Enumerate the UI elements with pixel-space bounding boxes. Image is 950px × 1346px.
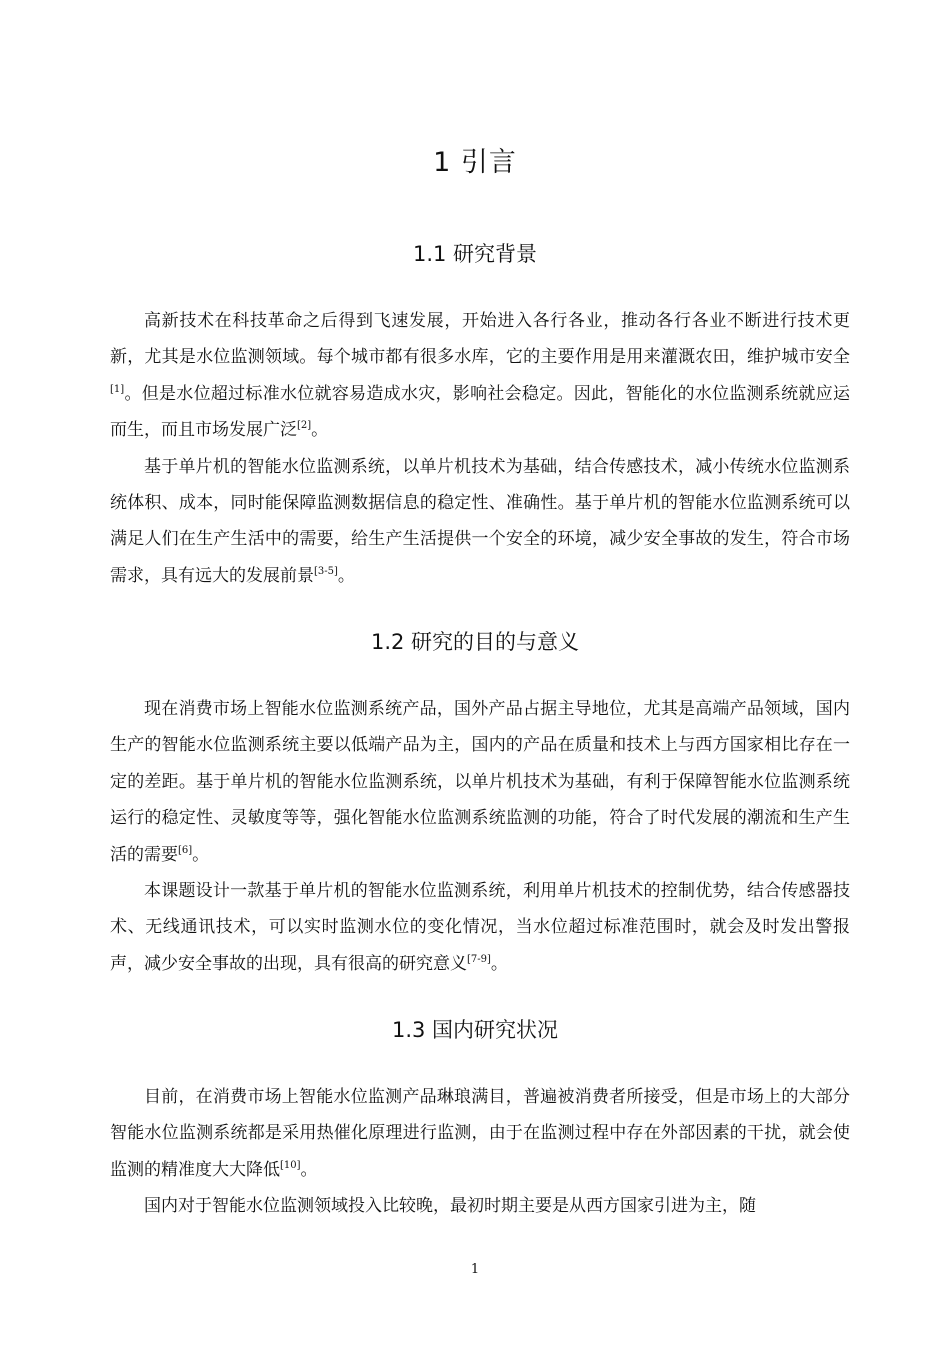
paragraph-text: 。但是水位超过标准水位就容易造成水灾，影响社会稳定。因此，智能化的水位监测系统就应运而生，而且市场发展广泛 [110, 383, 850, 441]
section-heading-1-3: 1.3 国内研究状况 [391, 1018, 559, 1042]
paragraph-text: 目前，在消费市场上智能水位监测产品琳琅满目，普遍被消费者所接受，但是市场上的大部分智能水位监测系统都是采用热催化原理进行监测，由于在监测过程中存在外部因素的干扰，就会使监测的精准度大大降低 [110, 1087, 850, 1180]
citation-reference: [6] [178, 844, 193, 856]
paragraph-text: 国内对于智能水位监测领域投入比较晚，最初时期主要是从西方国家引进为主，随 [144, 1196, 756, 1217]
paragraph [110, 691, 850, 873]
citation-reference: [3-5] [314, 565, 338, 577]
paragraph [110, 449, 850, 595]
citation-reference: [7-9] [467, 953, 491, 965]
paragraph-text: 本课题设计一款基于单片机的智能水位监测系统，利用单片机技术的控制优势，结合传感器技术、无线通讯技术，可以实时监测水位的变化情况，当水位超过标准范围时，就会及时发出警报声，减少安全事故的出现，具有很高的研究意义 [110, 881, 850, 974]
paragraph-text: 高新技术在科技革命之后得到飞速发展，开始进入各行各业，推动各行各业不断进行技术更新，尤其是水位监测领域。每个城市都有很多水库，它的主要作用是用来灌溉农田，维护城市安全 [110, 311, 850, 368]
page-number: 1 [470, 1262, 480, 1277]
paragraph-text: 现在消费市场上智能水位监测系统产品，国外产品占据主导地位，尤其是高端产品领域，国内生产的智能水位监测系统主要以低端产品为主，国内的产品在质量和技术上与西方国家相比存在一定的差距。基于单片机的智能水位监测系统，以单片机技术为基础，有利于保障智能水位监测系统运行的稳定性、灵敏度等等，强化智能水位监测系统监测的功能，符合了时代发展的潮流和生产生活的需要 [110, 699, 850, 865]
paragraph-text: 基于单片机的智能水位监测系统，以单片机技术为基础，结合传感技术，减小传统水位监测系统体积、成本，同时能保障监测数据信息的稳定性、准确性。基于单片机的智能水位监测系统可以满足人们在生产生活中的需要，给生产生活提供一个安全的环境，减少安全事故的发生，符合市场需求，具有远大的发展前景 [110, 456, 850, 586]
section-body-1-2 [110, 691, 850, 982]
citation-reference: [1] [110, 383, 125, 395]
section-body-1-1 [110, 303, 850, 594]
paragraph-text: 。 [490, 953, 508, 974]
paragraph-text: 。 [311, 420, 329, 441]
section-body-1-3 [110, 1079, 850, 1225]
citation-reference: [10] [280, 1159, 301, 1171]
citation-reference: [2] [297, 420, 312, 432]
paragraph [110, 1188, 850, 1224]
chapter-title: 1 引言 [433, 147, 517, 178]
paragraph [110, 303, 850, 449]
section-heading-1-1: 1.1 研究背景 [412, 242, 538, 266]
section-heading-1-2: 1.2 研究的目的与意义 [370, 630, 580, 654]
paragraph-text: 。 [337, 565, 355, 586]
paragraph-text: 。 [300, 1159, 318, 1180]
paragraph [110, 873, 850, 982]
paragraph-text: 。 [192, 844, 210, 865]
paragraph [110, 1079, 850, 1188]
